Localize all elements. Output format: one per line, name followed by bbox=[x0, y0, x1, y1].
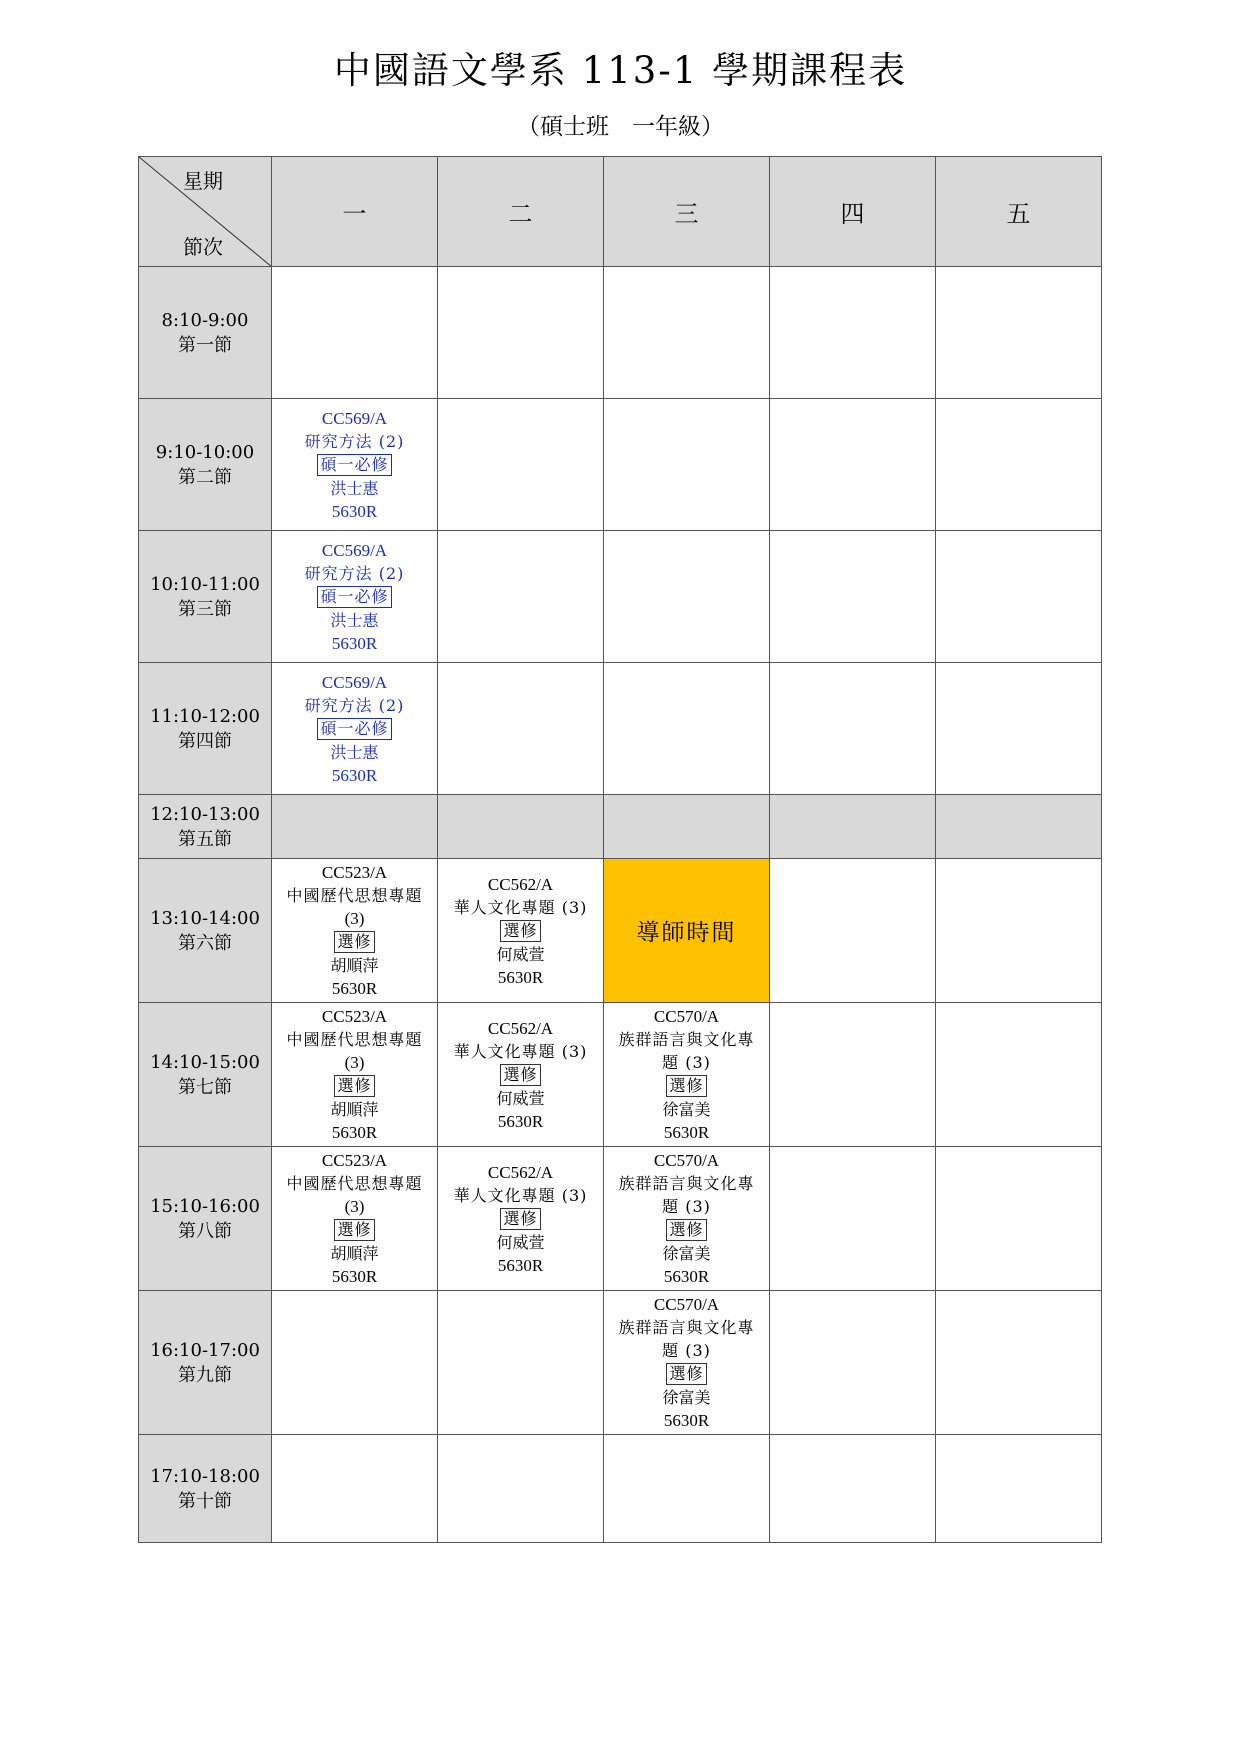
period-cell bbox=[139, 531, 272, 663]
empty-slot bbox=[272, 267, 438, 399]
period-time: 11:10-12:00 bbox=[150, 705, 260, 727]
period-cell bbox=[139, 795, 272, 859]
period-name: 第五節 bbox=[178, 828, 232, 850]
empty-slot bbox=[770, 1435, 936, 1543]
course-room: 5630R bbox=[331, 1267, 378, 1286]
course-type-badge: 選修 bbox=[500, 1064, 540, 1086]
empty-slot bbox=[770, 1291, 936, 1435]
header-row bbox=[139, 157, 1102, 267]
period-cell bbox=[139, 1147, 272, 1291]
break-slot bbox=[604, 795, 770, 859]
period-row bbox=[139, 1003, 1102, 1147]
course-name: 研究方法 (2) bbox=[304, 563, 405, 583]
period-row bbox=[139, 399, 1102, 531]
tutor-time-cell: 導師時間 bbox=[604, 859, 770, 1003]
period-time: 16:10-17:00 bbox=[150, 1339, 260, 1361]
period-name: 第三節 bbox=[178, 598, 232, 620]
course-teacher: 徐富美 bbox=[662, 1388, 711, 1407]
course-code: CC569/A bbox=[321, 540, 388, 560]
period-row bbox=[139, 1147, 1102, 1291]
empty-slot bbox=[936, 859, 1102, 1003]
course-teacher: 何威萱 bbox=[496, 1232, 545, 1252]
course-credits: (3) bbox=[344, 1053, 365, 1072]
day-header-fri: 五 bbox=[936, 157, 1102, 267]
course-room: 5630R bbox=[497, 1255, 544, 1275]
course-teacher: 洪士惠 bbox=[330, 610, 379, 630]
period-time: 15:10-16:00 bbox=[150, 1195, 260, 1217]
course-cell bbox=[604, 1147, 770, 1291]
course-code: CC570/A bbox=[653, 1007, 720, 1026]
empty-slot bbox=[438, 1435, 604, 1543]
course-name: 華人文化專題 (3) bbox=[453, 1041, 588, 1061]
course-cell bbox=[438, 1147, 604, 1291]
break-slot bbox=[272, 795, 438, 859]
course-room: 5630R bbox=[331, 501, 378, 521]
empty-slot bbox=[770, 859, 936, 1003]
course-room: 5630R bbox=[663, 1411, 710, 1430]
empty-slot bbox=[438, 399, 604, 531]
course-name: 族群語言與文化專 bbox=[618, 1174, 755, 1193]
course-teacher: 何威萱 bbox=[496, 944, 545, 964]
course-cell bbox=[272, 859, 438, 1003]
empty-slot bbox=[604, 267, 770, 399]
course-name: 中國歷代思想專題 bbox=[286, 1174, 423, 1193]
period-cell bbox=[139, 399, 272, 531]
course-room: 5630R bbox=[497, 967, 544, 987]
period-name: 第二節 bbox=[178, 466, 232, 488]
empty-slot bbox=[604, 1435, 770, 1543]
break-slot bbox=[936, 795, 1102, 859]
period-cell bbox=[139, 859, 272, 1003]
empty-slot bbox=[936, 399, 1102, 531]
schedule-table bbox=[138, 156, 1102, 1543]
course-teacher: 徐富美 bbox=[662, 1244, 711, 1263]
empty-slot bbox=[272, 1435, 438, 1543]
empty-slot bbox=[438, 267, 604, 399]
course-cell bbox=[604, 1291, 770, 1435]
period-cell bbox=[139, 1291, 272, 1435]
course-room: 5630R bbox=[331, 979, 378, 998]
period-row bbox=[139, 795, 1102, 859]
course-code: CC569/A bbox=[321, 408, 388, 428]
period-time: 12:10-13:00 bbox=[150, 803, 260, 825]
page-title: 中國語文學系 113-1 學期課程表 bbox=[333, 49, 908, 92]
empty-slot bbox=[272, 1291, 438, 1435]
period-time: 17:10-18:00 bbox=[150, 1465, 260, 1487]
course-code: CC523/A bbox=[321, 1151, 388, 1170]
course-teacher: 胡順萍 bbox=[330, 956, 379, 975]
weekday-label: 星期 bbox=[183, 169, 223, 193]
course-room: 5630R bbox=[663, 1267, 710, 1286]
period-name: 第六節 bbox=[178, 932, 232, 954]
course-cell bbox=[272, 1003, 438, 1147]
empty-slot bbox=[438, 531, 604, 663]
period-cell bbox=[139, 663, 272, 795]
course-code: CC523/A bbox=[321, 863, 388, 882]
period-cell bbox=[139, 1003, 272, 1147]
course-name: 華人文化專題 (3) bbox=[453, 897, 588, 917]
empty-slot bbox=[770, 1147, 936, 1291]
course-type-badge: 選修 bbox=[666, 1075, 706, 1097]
course-name: 華人文化專題 (3) bbox=[453, 1185, 588, 1205]
course-teacher: 胡順萍 bbox=[330, 1244, 379, 1263]
empty-slot bbox=[770, 1003, 936, 1147]
course-type-badge: 選修 bbox=[666, 1219, 706, 1241]
course-type-badge: 選修 bbox=[334, 931, 374, 953]
period-cell bbox=[139, 267, 272, 399]
empty-slot bbox=[936, 1291, 1102, 1435]
course-code: CC562/A bbox=[487, 1018, 554, 1038]
course-type-badge: 選修 bbox=[666, 1363, 706, 1385]
course-type-badge: 選修 bbox=[334, 1219, 374, 1241]
course-name-cont: 題 (3) bbox=[662, 1341, 711, 1360]
course-name: 族群語言與文化專 bbox=[618, 1318, 755, 1337]
empty-slot bbox=[438, 663, 604, 795]
period-row bbox=[139, 1435, 1102, 1543]
course-room: 5630R bbox=[331, 765, 378, 785]
course-room: 5630R bbox=[331, 633, 378, 653]
course-type-badge: 碩一必修 bbox=[317, 454, 391, 476]
period-row bbox=[139, 663, 1102, 795]
empty-slot bbox=[936, 1147, 1102, 1291]
period-name: 第八節 bbox=[178, 1220, 232, 1242]
period-time: 13:10-14:00 bbox=[150, 907, 260, 929]
course-code: CC523/A bbox=[321, 1007, 388, 1026]
period-label: 節次 bbox=[183, 235, 223, 259]
period-name: 第九節 bbox=[178, 1364, 232, 1386]
course-code: CC570/A bbox=[653, 1151, 720, 1170]
course-code: CC562/A bbox=[487, 874, 554, 894]
page-subtitle: （碩士班 一年級） bbox=[517, 114, 724, 140]
course-room: 5630R bbox=[663, 1123, 710, 1142]
course-credits: (3) bbox=[344, 909, 365, 928]
course-type-badge: 選修 bbox=[500, 920, 540, 942]
empty-slot bbox=[936, 267, 1102, 399]
day-header-tue: 二 bbox=[438, 157, 604, 267]
period-time: 10:10-11:00 bbox=[150, 573, 260, 595]
course-room: 5630R bbox=[331, 1123, 378, 1142]
period-cell bbox=[139, 1435, 272, 1543]
empty-slot bbox=[604, 663, 770, 795]
course-teacher: 徐富美 bbox=[662, 1100, 711, 1119]
corner-cell bbox=[139, 157, 272, 267]
period-row bbox=[139, 859, 1102, 1003]
course-cell bbox=[272, 1147, 438, 1291]
empty-slot bbox=[936, 531, 1102, 663]
course-cell bbox=[438, 859, 604, 1003]
course-name: 研究方法 (2) bbox=[304, 431, 405, 451]
empty-slot bbox=[936, 1003, 1102, 1147]
period-time: 14:10-15:00 bbox=[150, 1051, 260, 1073]
course-teacher: 洪士惠 bbox=[330, 478, 379, 498]
course-type-badge: 碩一必修 bbox=[317, 718, 391, 740]
period-name: 第四節 bbox=[178, 730, 232, 752]
period-row bbox=[139, 531, 1102, 663]
course-code: CC562/A bbox=[487, 1162, 554, 1182]
empty-slot bbox=[438, 1291, 604, 1435]
empty-slot bbox=[770, 267, 936, 399]
period-name: 第十節 bbox=[178, 1490, 232, 1512]
empty-slot bbox=[770, 531, 936, 663]
course-cell bbox=[272, 663, 438, 795]
course-name: 中國歷代思想專題 bbox=[286, 1030, 423, 1049]
course-teacher: 洪士惠 bbox=[330, 742, 379, 762]
empty-slot bbox=[936, 1435, 1102, 1543]
empty-slot bbox=[770, 399, 936, 531]
course-type-badge: 選修 bbox=[500, 1208, 540, 1230]
period-time: 8:10-9:00 bbox=[161, 309, 249, 331]
day-header-wed: 三 bbox=[604, 157, 770, 267]
course-type-badge: 選修 bbox=[334, 1075, 374, 1097]
day-header-thu: 四 bbox=[770, 157, 936, 267]
course-cell bbox=[604, 1003, 770, 1147]
break-slot bbox=[438, 795, 604, 859]
period-name: 第七節 bbox=[178, 1076, 232, 1098]
course-name-cont: 題 (3) bbox=[662, 1197, 711, 1216]
day-header-mon: 一 bbox=[272, 157, 438, 267]
course-name-cont: 題 (3) bbox=[662, 1053, 711, 1072]
course-cell bbox=[438, 1003, 604, 1147]
course-cell bbox=[272, 399, 438, 531]
course-teacher: 何威萱 bbox=[496, 1088, 545, 1108]
course-type-badge: 碩一必修 bbox=[317, 586, 391, 608]
empty-slot bbox=[936, 663, 1102, 795]
course-teacher: 胡順萍 bbox=[330, 1100, 379, 1119]
period-row bbox=[139, 1291, 1102, 1435]
course-code: CC570/A bbox=[653, 1295, 720, 1314]
empty-slot bbox=[770, 663, 936, 795]
course-room: 5630R bbox=[497, 1111, 544, 1131]
course-name: 族群語言與文化專 bbox=[618, 1030, 755, 1049]
period-time: 9:10-10:00 bbox=[155, 441, 255, 463]
course-name: 中國歷代思想專題 bbox=[286, 886, 423, 905]
empty-slot bbox=[604, 399, 770, 531]
course-code: CC569/A bbox=[321, 672, 388, 692]
course-credits: (3) bbox=[344, 1197, 365, 1216]
period-row bbox=[139, 267, 1102, 399]
period-name: 第一節 bbox=[178, 334, 232, 356]
empty-slot bbox=[604, 531, 770, 663]
break-slot bbox=[770, 795, 936, 859]
course-name: 研究方法 (2) bbox=[304, 695, 405, 715]
course-cell bbox=[272, 531, 438, 663]
